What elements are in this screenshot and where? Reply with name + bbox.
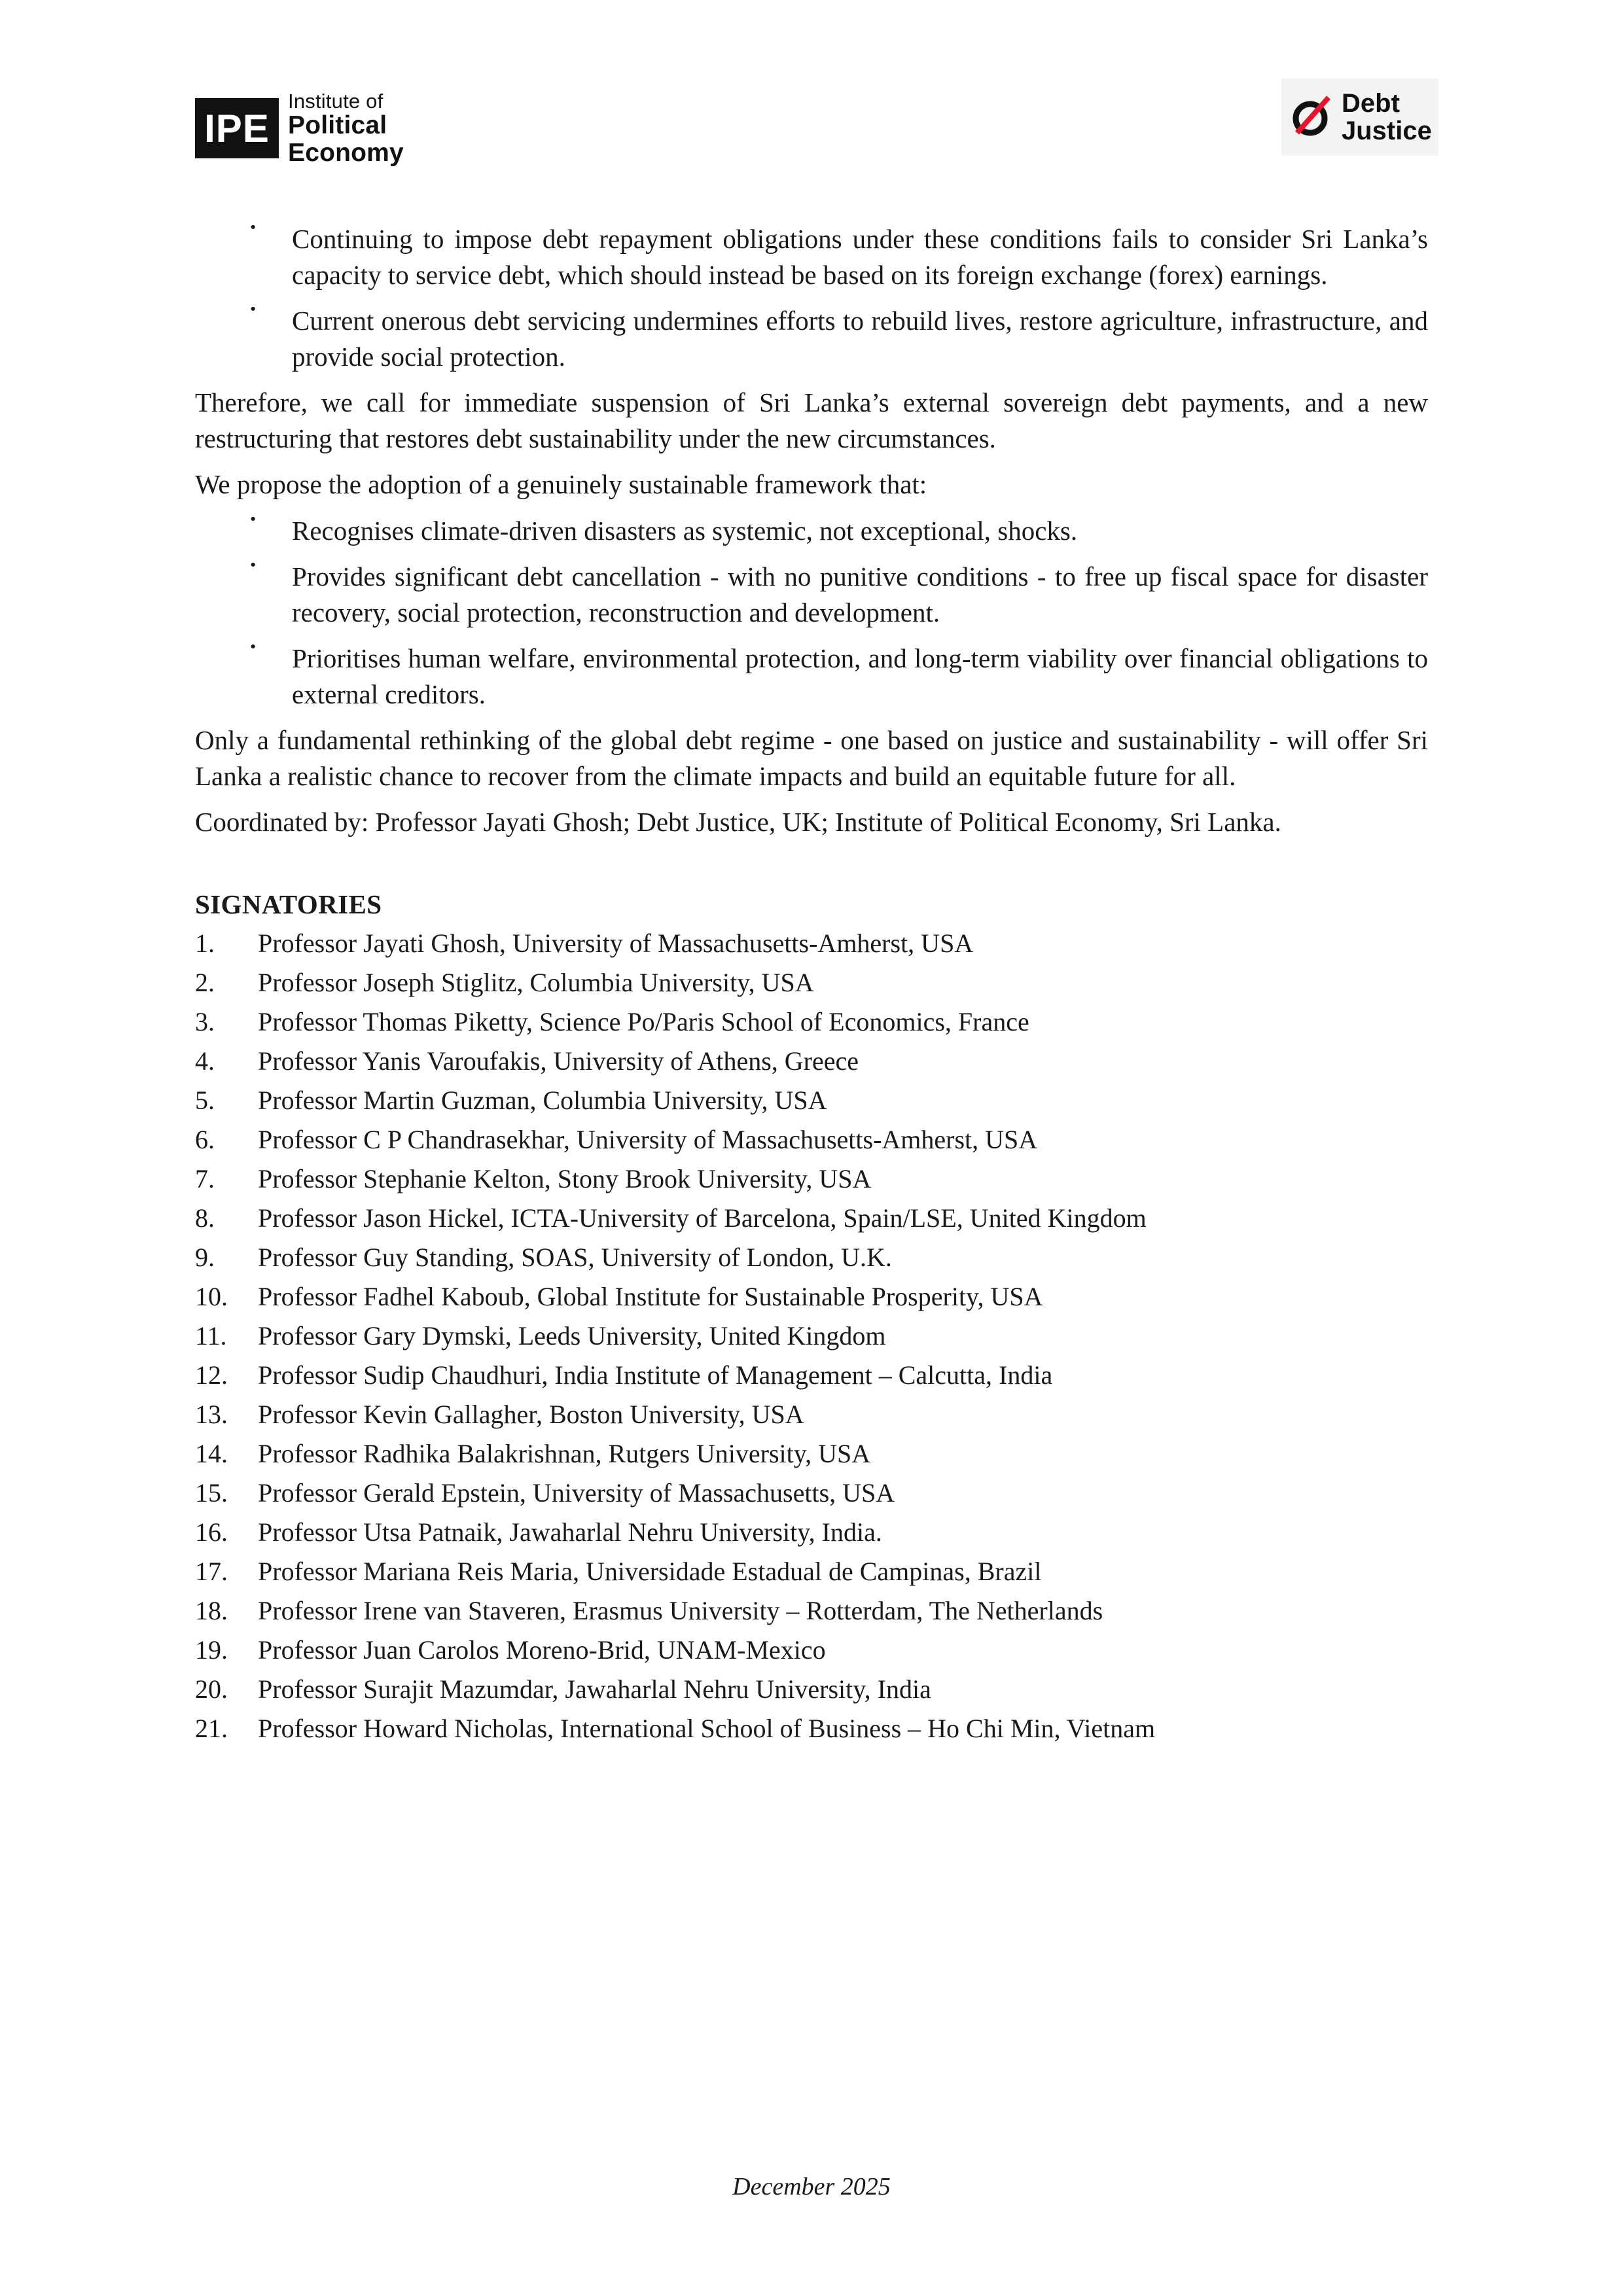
list-item: Professor Thomas Piketty, Science Po/Paris School of Economics, France [258,1006,1029,1036]
paragraph-coordinated-by: Coordinated by: Professor Jayati Ghosh; Debt Justice, UK; Institute of Political Economy, Sri Lanka. [195,807,1281,838]
document-body [195,221,1428,1748]
top-bullet-list [195,221,1428,374]
list-item: Professor Sudip Chaudhuri, India Institute of Management – Calcutta, India [258,1360,1053,1390]
list-item: Professor Yanis Varoufakis, University of Athens, Greece [258,1046,859,1076]
page-header [0,79,1623,190]
list-item: · Current onerous debt servicing undermines efforts to rebuild lives, restore agriculture, infrastructure, and provide social protection. [195,303,1428,374]
list-item: Professor Mariana Reis Maria, Universidade Estadual de Campinas, Brazil [258,1556,1042,1586]
debt-justice-logo [1281,79,1438,156]
list-item: Professor C P Chandrasekhar, University of Massachusetts-Amherst, USA [258,1124,1038,1154]
list-item: Professor Gerald Epstein, University of Massachusetts, USA [258,1477,895,1508]
list-item: Professor Jayati Ghosh, University of Massachusetts-Amherst, USA [258,928,974,958]
list-item: Professor Kevin Gallagher, Boston University, USA [258,1399,804,1429]
ipe-logo-line-1: Institute of [288,90,383,113]
list-item: Professor Guy Standing, SOAS, University of London, U.K. [258,1242,892,1272]
list-item: Professor Radhika Balakrishnan, Rutgers University, USA [258,1438,871,1468]
list-item: Professor Irene van Staveren, Erasmus University – Rotterdam, The Netherlands [258,1595,1103,1625]
list-item: Professor Jason Hickel, ICTA-University of Barcelona, Spain/LSE, United Kingdom [258,1203,1147,1233]
ipe-logo-line-3: Economy [288,138,404,167]
list-item: · Prioritises human welfare, environmental protection, and long-term viability over financial obligations to external creditors. [195,641,1428,712]
framework-bullet-list [195,513,1428,713]
list-item: Professor Gary Dymski, Leeds University, United Kingdom [258,1320,886,1351]
ipe-logo-line-2: Political [288,111,387,140]
list-item: Professor Fadhel Kaboub, Global Institute for Sustainable Prosperity, USA [258,1281,1043,1311]
debt-justice-line-2: Justice [1342,116,1432,145]
page-footer-date: December 2025 [732,2173,891,2200]
list-item: · Continuing to impose debt repayment obligations under these conditions fails to consider Sri Lanka’s capacity to service debt, which should instead be based on its foreign exchange (forex) earnings. [195,221,1428,292]
signatories-list [195,924,1428,1748]
debt-justice-wordmark [1342,90,1432,145]
list-item: Professor Martin Guzman, Columbia University, USA [258,1085,827,1115]
list-item: Professor Stephanie Kelton, Stony Brook University, USA [258,1163,872,1193]
signatories-heading: SIGNATORIES [195,889,382,919]
ipe-logo [195,90,404,167]
paragraph-propose: We propose the adoption of a genuinely sustainable framework that: [195,469,927,500]
ipe-logo-mark: IPE [195,98,279,158]
debt-justice-line-1: Debt [1342,89,1400,118]
list-item: Professor Surajit Mazumdar, Jawaharlal Nehru University, India [258,1674,931,1704]
debt-justice-slashed-circle-icon [1288,94,1335,141]
list-item: Professor Utsa Patnaik, Jawaharlal Nehru University, India. [258,1517,882,1547]
list-item: Professor Howard Nicholas, International School of Business – Ho Chi Min, Vietnam [258,1713,1156,1743]
list-item: Professor Joseph Stiglitz, Columbia University, USA [258,967,814,997]
list-item: Professor Juan Carolos Moreno-Brid, UNAM-Mexico [258,1634,826,1665]
paragraph-therefore: Therefore, we call for immediate suspension of Sri Lanka’s external sovereign debt payments, and a new restructuring that restores debt sustainability under the new circumstances. [195,387,1428,453]
list-item: · Recognises climate-driven disasters as systemic, not exceptional, shocks. [195,513,1428,549]
paragraph-only-fundamental: Only a fundamental rethinking of the global debt regime - one based on justice and sustainability - will offer Sri Lanka a realistic chance to recover from the climate impacts and build an equitable future for all. [195,725,1428,791]
list-item: · Provides significant debt cancellation - with no punitive conditions - to free up fiscal space for disaster recovery, social protection, reconstruction and development. [195,559,1428,630]
ipe-logo-wordmark [288,90,404,167]
